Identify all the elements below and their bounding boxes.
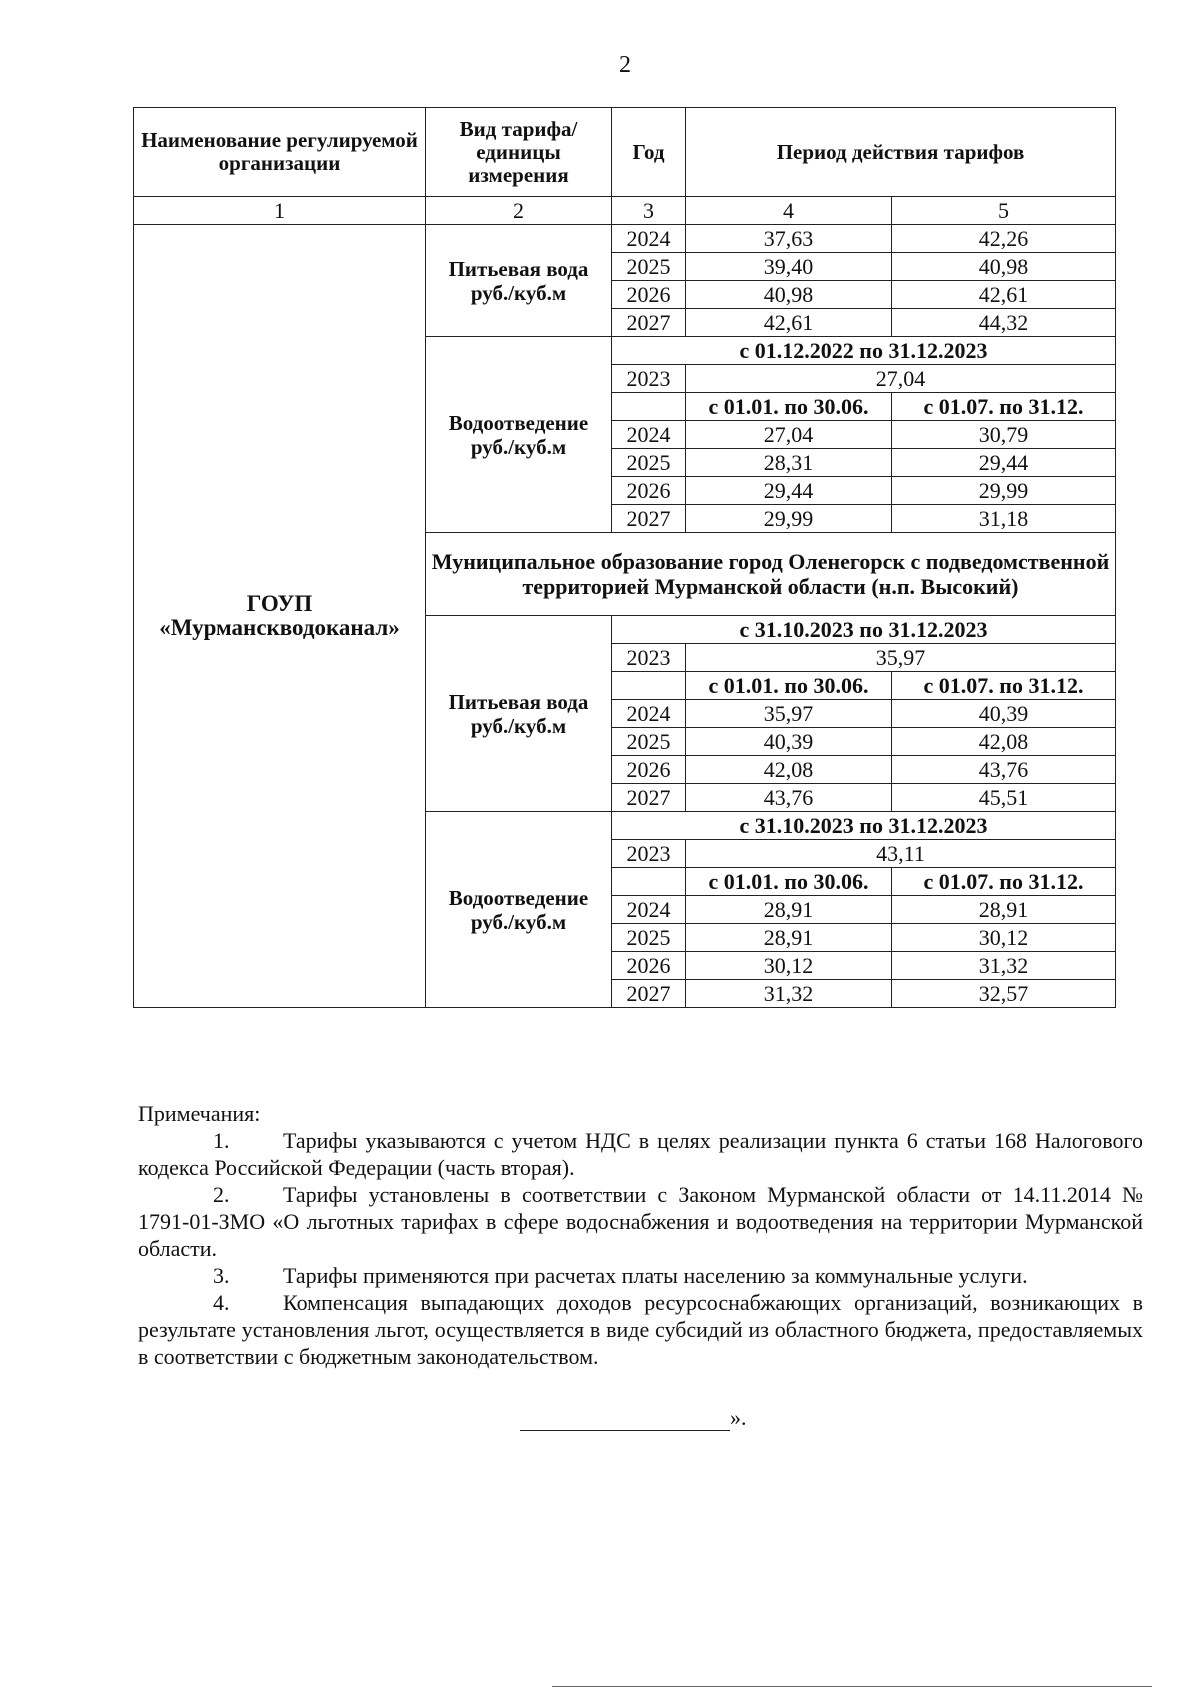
note-text: Тарифы установлены в соответствии с Законом Мурманской области от 14.11.2014 № 1791-01-ЗМО «О льготных тарифах в сфере водоснабжения и водоотведения на территории Мурманской области.: [138, 1182, 1143, 1261]
tariff-value: 30,79: [892, 421, 1116, 449]
period-range: с 31.10.2023 по 31.12.2023: [612, 616, 1116, 644]
service-name: Питьевая вода руб./куб.м: [426, 225, 612, 337]
year-cell: 2024: [612, 225, 686, 253]
tariff-value: 27,04: [686, 365, 1116, 393]
year-cell: 2026: [612, 952, 686, 980]
note-number: 2.: [213, 1182, 230, 1207]
tariff-value: 29,99: [892, 477, 1116, 505]
col-number: 1: [134, 197, 426, 225]
year-cell: 2025: [612, 728, 686, 756]
header-year: Год: [612, 108, 686, 197]
tariff-value: 31,32: [892, 952, 1116, 980]
year-cell: 2025: [612, 924, 686, 952]
year-cell: 2027: [612, 784, 686, 812]
table-header-row: [134, 108, 1116, 197]
tariff-value: 42,61: [686, 309, 892, 337]
year-cell: 2023: [612, 644, 686, 672]
service-name: Питьевая вода руб./куб.м: [426, 616, 612, 812]
col-number: 3: [612, 197, 686, 225]
tariff-value: 35,97: [686, 700, 892, 728]
year-cell: 2025: [612, 449, 686, 477]
year-cell: 2027: [612, 309, 686, 337]
header-tariff-type: Вид тарифа/единицы измерения: [426, 108, 612, 197]
tariff-value: 28,91: [892, 896, 1116, 924]
note-text: Тарифы указываются с учетом НДС в целях реализации пункта 6 статьи 168 Налогового кодекса Российской Федерации (часть вторая).: [138, 1128, 1143, 1180]
half-year-1-label: с 01.01. по 30.06.: [686, 393, 892, 421]
tariff-value: 40,39: [892, 700, 1116, 728]
year-cell: 2026: [612, 281, 686, 309]
tariff-table: [133, 107, 1116, 1008]
tariff-value: 39,40: [686, 253, 892, 281]
note-number: 4.: [213, 1290, 230, 1315]
col-number: 5: [892, 197, 1116, 225]
organization-name: ГОУП «Мурманскводоканал»: [134, 225, 426, 1008]
col-number: 2: [426, 197, 612, 225]
tariff-value: 29,44: [686, 477, 892, 505]
year-cell: 2024: [612, 896, 686, 924]
year-cell: [612, 393, 686, 421]
year-cell: 2024: [612, 700, 686, 728]
scan-border-line: [552, 1686, 1152, 1687]
closing-quote: ».: [730, 1405, 747, 1430]
year-cell: [612, 672, 686, 700]
tariff-value: 43,76: [892, 756, 1116, 784]
year-cell: 2026: [612, 477, 686, 505]
note-text: Компенсация выпадающих доходов ресурсоснабжающих организаций, возникающих в результате установления льгот, осуществляется в виде субсидий из областного бюджета, предоставляемых в соответствии с бюджетным законодательством.: [138, 1290, 1143, 1369]
period-range: с 31.10.2023 по 31.12.2023: [612, 812, 1116, 840]
note-item: [138, 1262, 1143, 1289]
tariff-value: 28,91: [686, 896, 892, 924]
year-cell: 2024: [612, 421, 686, 449]
notes-section: [138, 1100, 1143, 1370]
table-row: [134, 225, 1116, 253]
header-period: Период действия тарифов: [686, 108, 1116, 197]
note-number: 1.: [213, 1128, 230, 1153]
note-item: [138, 1289, 1143, 1370]
tariff-value: 40,39: [686, 728, 892, 756]
note-text: Тарифы применяются при расчетах платы населению за коммунальные услуги.: [283, 1263, 1028, 1288]
year-cell: [612, 868, 686, 896]
half-year-2-label: с 01.07. по 31.12.: [892, 393, 1116, 421]
tariff-value: 40,98: [686, 281, 892, 309]
year-cell: 2023: [612, 840, 686, 868]
half-year-1-label: с 01.01. по 30.06.: [686, 868, 892, 896]
year-cell: 2027: [612, 980, 686, 1008]
tariff-value: 40,98: [892, 253, 1116, 281]
tariff-value: 42,26: [892, 225, 1116, 253]
note-number: 3.: [213, 1263, 230, 1288]
tariff-value: 29,99: [686, 505, 892, 533]
closing-mark: [520, 1405, 747, 1431]
period-range: с 01.12.2022 по 31.12.2023: [612, 337, 1116, 365]
tariff-value: 43,11: [686, 840, 1116, 868]
service-name: Водоотведение руб./куб.м: [426, 337, 612, 533]
col-number: 4: [686, 197, 892, 225]
note-item: [138, 1127, 1143, 1181]
half-year-2-label: с 01.07. по 31.12.: [892, 868, 1116, 896]
service-name: Водоотведение руб./куб.м: [426, 812, 612, 1008]
tariff-value: 27,04: [686, 421, 892, 449]
page-number: 2: [619, 52, 631, 78]
tariff-value: 42,08: [686, 756, 892, 784]
tariff-value: 37,63: [686, 225, 892, 253]
tariff-value: 44,32: [892, 309, 1116, 337]
tariff-value: 35,97: [686, 644, 1116, 672]
closing-line: [520, 1410, 730, 1431]
year-cell: 2026: [612, 756, 686, 784]
tariff-value: 42,61: [892, 281, 1116, 309]
half-year-1-label: с 01.01. по 30.06.: [686, 672, 892, 700]
tariff-value: 30,12: [892, 924, 1116, 952]
tariff-value: 30,12: [686, 952, 892, 980]
tariff-value: 32,57: [892, 980, 1116, 1008]
year-cell: 2027: [612, 505, 686, 533]
tariff-value: 31,32: [686, 980, 892, 1008]
tariff-value: 31,18: [892, 505, 1116, 533]
year-cell: 2023: [612, 365, 686, 393]
header-organization: Наименование регулируемой организации: [134, 108, 426, 197]
note-item: [138, 1181, 1143, 1262]
municipality-heading: Муниципальное образование город Оленегорск с подведомственной территорией Мурманской области (н.п. Высокий): [426, 533, 1116, 616]
tariff-value: 43,76: [686, 784, 892, 812]
year-cell: 2025: [612, 253, 686, 281]
tariff-value: 29,44: [892, 449, 1116, 477]
tariff-value: 45,51: [892, 784, 1116, 812]
column-numbers-row: [134, 197, 1116, 225]
tariff-value: 28,91: [686, 924, 892, 952]
tariff-value: 28,31: [686, 449, 892, 477]
notes-title: Примечания:: [138, 1101, 261, 1126]
half-year-2-label: с 01.07. по 31.12.: [892, 672, 1116, 700]
tariff-value: 42,08: [892, 728, 1116, 756]
